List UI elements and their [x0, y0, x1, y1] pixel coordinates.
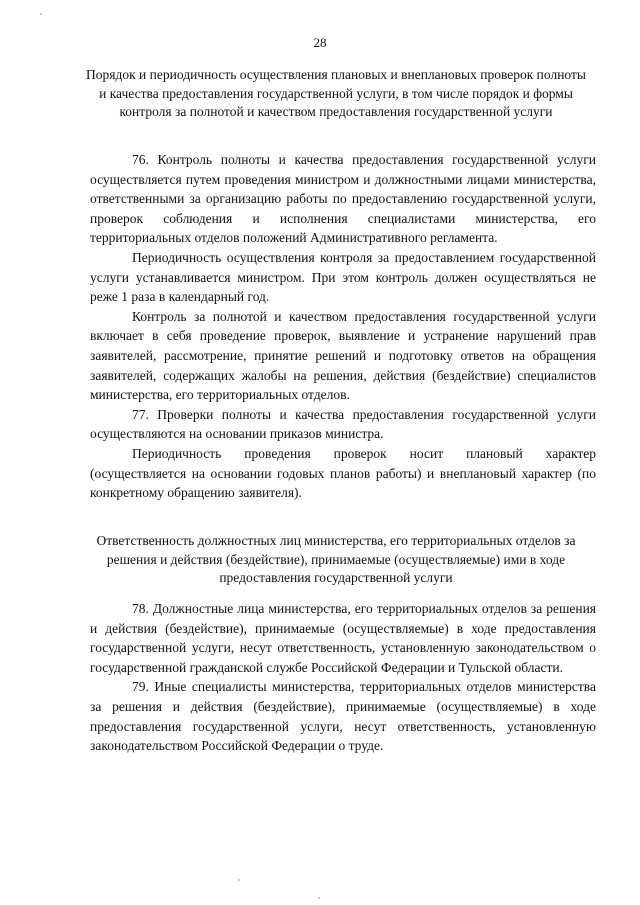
paragraph-control-scope: Контроль за полнотой и качеством предоставления государственной услуги включает в себя проведение проверок, выявление и устранение нарушений прав заявителей, рассмотрение, принятие решений и подготовку ответов на обращения заявителей, содержащих жалобы на решения, действия (бездействие) специалистов министерства, его территориальных отделов.: [90, 308, 596, 403]
paragraph-79: 79. Иные специалисты министерства, территориальных отделов министерства за решения и действия (бездействие), принимаемые (осуществляемые) в ходе предоставления государственной услуги, несут ответственность, установленную законодательством Российской Федерации о труде.: [90, 679, 596, 754]
page-number: 28: [313, 35, 327, 50]
section-heading-inspections: Порядок и периодичность осуществления плановых и внеплановых проверок полноты и качества предоставления государственной услуги, в том числе порядок и формы контроля за полнотой и качеством предоставления государственной услуги: [86, 67, 586, 119]
section-body-responsibility: [90, 599, 596, 756]
paragraph-periodicity-inspections: Периодичность проведения проверок носит плановый характер (осуществляется на основании годовых планов работы) и внеплановый характер (по конкретному обращению заявителя).: [90, 445, 596, 501]
scan-speck: [318, 897, 320, 899]
paragraph-78: 78. Должностные лица министерства, его территориальных отделов за решения и действия (бездействие), принимаемые (осуществляемые) в ходе предоставления государственной услуги, несут ответственность, установленную законодательством о государственной гражданской службе Российской Федерации и Тульской области.: [90, 601, 596, 675]
paragraph-periodicity-control: Периодичность осуществления контроля за предоставлением государственной услуги устанавливается министром. При этом контроль должен осуществляться не реже 1 раза в календарный год.: [90, 249, 596, 305]
section-heading-responsibility: Ответственность должностных лиц министерства, его территориальных отделов за решения и действия (бездействие), принимаемые (осуществляемые) ими в ходе предоставления государственной услуги: [96, 533, 576, 585]
scan-speck: [40, 13, 42, 15]
section-body-inspections: [90, 150, 596, 503]
scan-speck: [238, 879, 240, 881]
paragraph-76: 76. Контроль полноты и качества предоставления государственной услуги осуществляется путем проведения министром и должностными лицами министерства, ответственными за организацию работы по предоставлению государственной услуги, проверок соблюдения и исполнения специалистами министерства, его территориальных отделов положений Административного регламента.: [90, 152, 596, 246]
paragraph-77: 77. Проверки полноты и качества предоставления государственной услуги осуществляются на основании приказов министра.: [90, 406, 596, 442]
